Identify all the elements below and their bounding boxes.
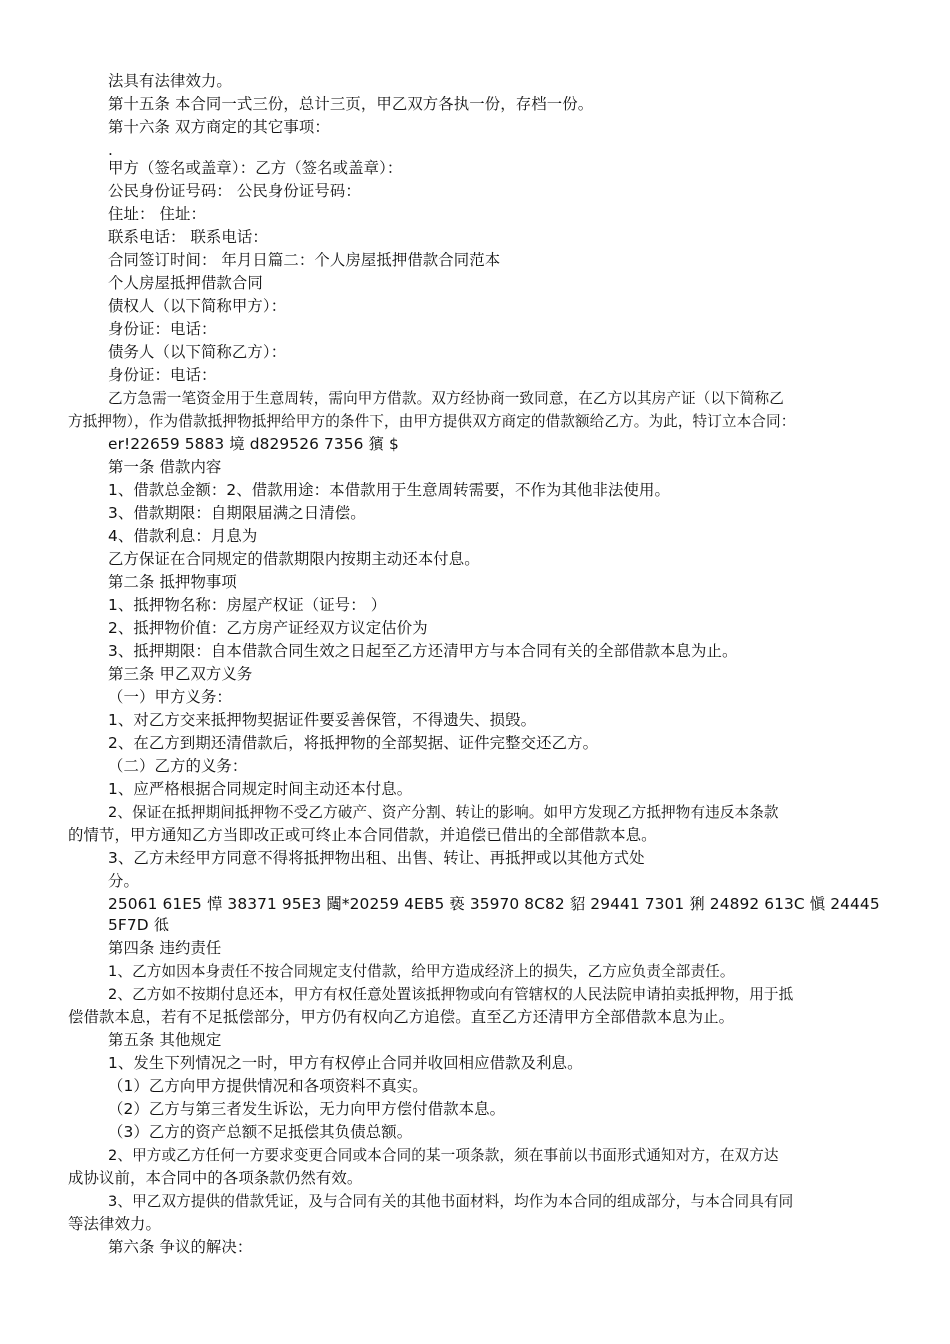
- section-heading: 第四条 违约责任: [108, 939, 222, 957]
- text-line: 2、抵押物价值：乙方房产证经双方议定估价为: [108, 619, 428, 637]
- text-line: 法具有法律效力。: [108, 72, 232, 90]
- text-line: 5F7D 彽: [108, 916, 170, 934]
- text-line: 第十六条 双方商定的其它事项：: [108, 118, 330, 136]
- text-line: 住址： 住址：: [108, 205, 206, 223]
- text-line: 2、甲方或乙方任何一方要求变更合同或本合同的某一项条款，须在事前以书面形式通知对方，在双方达: [108, 1147, 779, 1164]
- text-line: 偿借款本息，若有不足抵偿部分，甲方仍有权向乙方追偿。直至乙方还清甲方全部借款本息为止。: [68, 1008, 735, 1026]
- text-line: er!22659 5883 境 d829526 7356 獱 $: [108, 435, 399, 453]
- text-line: 2、在乙方到期还清借款后，将抵押物的全部契据、证件完整交还乙方。: [108, 734, 599, 752]
- text-line: 甲方（签名或盖章）：乙方（签名或盖章）：: [108, 159, 403, 177]
- text-line: 1、借款总金额：2、借款用途：本借款用于生意周转需要，不作为其他非法使用。: [108, 481, 670, 499]
- text-line: 方抵押物），作为借款抵押物抵押给甲方的条件下，由甲方提供双方商定的借款额给乙方。为此，特订立本合同：: [68, 413, 796, 430]
- text-line: 债权人（以下简称甲方）：: [108, 297, 287, 315]
- text-line: 乙方急需一笔资金用于生意周转，需向甲方借款。双方经协商一致同意，在乙方以其房产证（以下简称乙: [108, 390, 784, 407]
- text-line: 分。: [108, 872, 139, 890]
- text-line: 2、保证在抵押期间抵押物不受乙方破产、资产分割、转让的影响。如甲方发现乙方抵押物有违反本条款: [108, 804, 779, 821]
- text-line: 等法律效力。: [68, 1215, 161, 1233]
- text-line: （一）甲方义务：: [108, 688, 232, 706]
- text-line: 的情节，甲方通知乙方当即改正或可终止本合同借款，并追偿已借出的全部借款本息。: [68, 826, 657, 844]
- text-line: 1、对乙方交来抵押物契据证件要妥善保管，不得遗失、损毁。: [108, 711, 537, 729]
- section-heading: 第一条 借款内容: [108, 458, 222, 476]
- section-heading: 第二条 抵押物事项: [108, 573, 237, 591]
- text-line: 1、乙方如因本身责任不按合同规定支付借款，给甲方造成经济上的损失，乙方应负责全部责任。: [108, 963, 735, 980]
- text-line: （二）乙方的义务：: [108, 757, 248, 775]
- text-line: 个人房屋抵押借款合同: [108, 274, 263, 292]
- text-line: （3）乙方的资产总额不足抵偿其负债总额。: [108, 1123, 413, 1141]
- text-line: 3、抵押期限：自本借款合同生效之日起至乙方还清甲方与本合同有关的全部借款本息为止。: [108, 642, 738, 660]
- text-line: 身份证：电话：: [108, 320, 217, 338]
- text-line: 1、抵押物名称：房屋产权证（证号： ）: [108, 596, 387, 614]
- section-heading: 第六条 争议的解决：: [108, 1238, 253, 1256]
- section-heading: 第三条 甲乙双方义务: [108, 665, 253, 683]
- text-line: 3、乙方未经甲方同意不得将抵押物出租、出售、转让、再抵押或以其他方式处: [108, 849, 645, 867]
- text-line: 公民身份证号码： 公民身份证号码：: [108, 182, 361, 200]
- text-line: 1、发生下列情况之一时，甲方有权停止合同并收回相应借款及利息。: [108, 1054, 583, 1072]
- text-line: （1）乙方向甲方提供情况和各项资料不真实。: [108, 1077, 428, 1095]
- text-line: 25061 61E5 愺 38371 95E3 闧*20259 4EB5 亵 35970 8C82 貂 29441 7301 猁 24892 613C 愼 24445: [108, 895, 880, 913]
- text-line: 成协议前，本合同中的各项条款仍然有效。: [68, 1169, 363, 1187]
- text-line: 合同签订时间： 年月日篇二：个人房屋抵押借款合同范本: [108, 251, 501, 269]
- text-line: 第十五条 本合同一式三份，总计三页，甲乙双方各执一份，存档一份。: [108, 95, 594, 113]
- text-line: 乙方保证在合同规定的借款期限内按期主动还本付息。: [108, 550, 480, 568]
- text-line: 债务人（以下简称乙方）：: [108, 343, 287, 361]
- text-line: 3、借款期限：自期限届满之日清偿。: [108, 504, 366, 522]
- section-heading: 第五条 其他规定: [108, 1031, 222, 1049]
- text-line: 身份证：电话：: [108, 366, 217, 384]
- text-line: 1、应严格根据合同规定时间主动还本付息。: [108, 780, 413, 798]
- text-line: 2、乙方如不按期付息还本，甲方有权任意处置该抵押物或向有管辖权的人民法院申请拍卖抵押物，用于抵: [108, 986, 794, 1003]
- text-line: （2）乙方与第三者发生诉讼，无力向甲方偿付借款本息。: [108, 1100, 506, 1118]
- text-line: 联系电话： 联系电话：: [108, 228, 268, 246]
- text-line: 4、借款利息：月息为: [108, 527, 258, 545]
- text-line: 3、甲乙双方提供的借款凭证，及与合同有关的其他书面材料，均作为本合同的组成部分，与本合同具有同: [108, 1193, 794, 1210]
- text-line: .: [108, 141, 113, 159]
